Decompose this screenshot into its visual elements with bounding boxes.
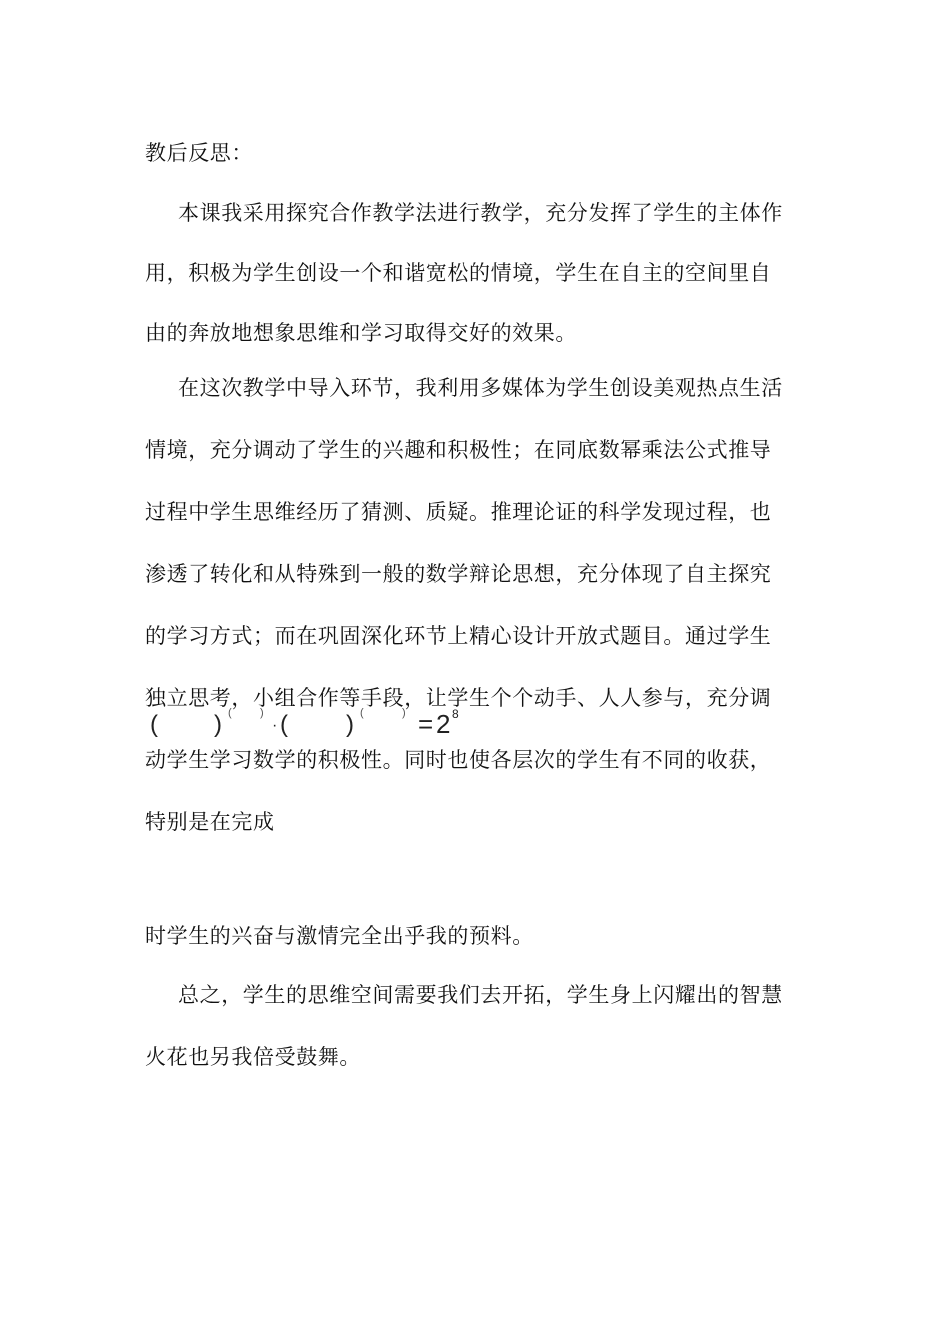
paragraph-line: 在这次教学中导入环节，我利用多媒体为学生创设美观热点生活 [178,376,783,400]
paragraph-line: 情境，充分调动了学生的兴趣和积极性；在同底数幂乘法公式推导 [145,438,772,462]
paragraph-line: 由的奔放地想象思维和学习取得交好的效果。 [145,321,577,345]
paragraph-line: 特别是在完成 [145,810,275,834]
paragraph-line: 渗透了转化和从特殊到一般的数学辩论思想，充分体现了自主探究 [145,562,772,586]
paragraph-line: 火花也另我倍受鼓舞。 [145,1045,361,1069]
formula-open-paren: ( [150,711,158,738]
paragraph-line: 独立思考，小组合作等手段，让学生个个动手、人人参与，充分调 [145,686,772,710]
paragraph-line: 时学生的兴奋与激情完全出乎我的预料。 [145,924,534,948]
paragraph-line: 总之，学生的思维空间需要我们去开拓，学生身上闪耀出的智慧 [178,983,783,1007]
math-formula [150,707,480,747]
formula-exp-open: ( [360,707,364,719]
formula-exp-close: ) [402,707,406,719]
paragraph-line: 过程中学生思维经历了猜测、质疑。推理论证的科学发现过程，也 [145,500,772,524]
paragraph-line: 用，积极为学生创设一个和谐宽松的情境，学生在自主的空间里自 [145,261,772,285]
formula-exp-close: ) [260,707,264,719]
formula-exponent: 8 [452,707,459,721]
paragraph-line: 本课我采用探究合作教学法进行教学，充分发挥了学生的主体作 [178,201,783,225]
formula-equals: = [418,709,434,739]
paragraph-line: 动学生学习数学的积极性。同时也使各层次的学生有不同的收获， [145,748,772,772]
reflection-heading: 教后反思： [145,141,253,165]
paragraph-line: 的学习方式；而在巩固深化环节上精心设计开放式题目。通过学生 [145,624,772,648]
formula-base: 2 [436,709,451,739]
formula-close-paren: ) [214,711,222,738]
formula-open-paren: ( [280,711,288,738]
formula-close-paren: ) [346,711,354,738]
formula-dot: · [272,717,278,734]
formula-exp-open: ( [228,707,232,719]
